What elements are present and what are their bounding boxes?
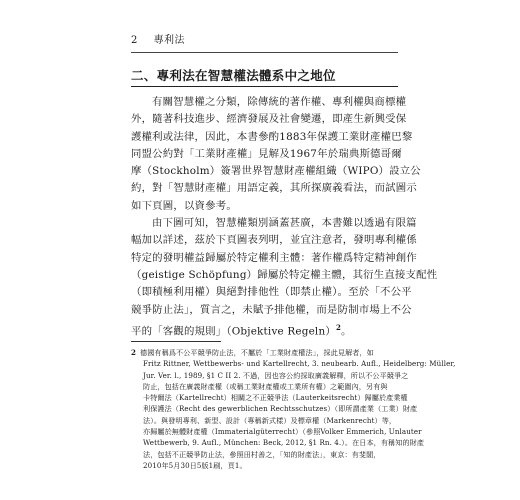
body-text [131, 94, 438, 341]
running-header [131, 31, 185, 46]
text-line: 特定的發明權益歸屬於特定權利主體：著作權爲特定精神創作 [131, 251, 417, 264]
footnote-line-text: 德國有稱爲不公平競爭防止法，不屬於「工業財產權法」，採此見解者，如 [140, 348, 374, 357]
footnote-line: 防止，包括在廣義財產權（或稱工業財產權或工業所有權）之範圍內，另有與 [143, 381, 388, 391]
footnote-line: Fritz Rittner, Wettbewerbs- und Kartellrecht, 3. neubearb. Aufl., Heidelberg: Müller, [143, 359, 456, 369]
footnote-reference[interactable]: 2 [335, 322, 342, 332]
text-line: 約，對「智慧財產權」用語定義，其所探廣義看法，而試圖示 [131, 182, 417, 195]
text-line: 競爭防止法」，質言之，未賦予排他權，而是防制市場上不公 [131, 303, 412, 316]
footnote-line: 亦歸屬於無體財產權（Immaterialgüterrecht）（參照Volker Emmerich, Unlauter [143, 427, 422, 437]
footnote-mark: 2 [131, 348, 137, 357]
footnote [131, 347, 456, 471]
footnote-line: 利保護法（Recht des gewerblichen Rechtsschutzes）（即所謂產業（工業）財產 [143, 404, 418, 414]
header-rule [131, 52, 398, 53]
footnote-line: 2010年5月30日5版1刷，頁1。 [143, 460, 247, 470]
footnote-line: Jur. Ver. l., 1989, §1 C II 2. 不過，因也容公約採取廣義解釋，所以不公平競爭之 [143, 370, 409, 380]
text-line: 幅加以詳述，茲於下頁圖表列明，並宜注意者，發明專利權係 [131, 234, 417, 247]
text-line: （即積極利用權）與絕對排他性（即禁止權）。至於「不公平 [131, 286, 412, 299]
section-title: 二、專利法在智慧權法體系中之地位 [131, 68, 336, 83]
text-line-content: 平的「客觀的規則」（Objektive Regeln） [131, 325, 336, 338]
footnote-line: 法，包括不正競爭防止法，參照田村善之，「知的財產法」，東京：有斐閣， [143, 449, 381, 459]
section-title-rule [131, 86, 398, 87]
footnote-line [131, 347, 398, 358]
text-line: 外，隨著科技進步、經濟發展及社會變遷，即產生新興受保 [131, 113, 407, 126]
text-line: 護權利或法律，因此，本書參酌1883年保護工業財產權巴黎 [131, 130, 413, 143]
paragraph-2 [131, 215, 438, 341]
footnote-line: 法）。與發明專利、新型、設計（專稱新式樣）及標章權（Markenrecht）等， [143, 415, 397, 425]
page-number: 2 [131, 35, 138, 46]
book-title: 專利法 [153, 35, 186, 46]
text-line: （geistige Schöpfung）歸屬於特定權主體，其衍生直接支配性 [131, 268, 438, 281]
text-line: 有關智慧權之分類，除傳統的著作權、專利權與商標權 [152, 96, 407, 108]
text-line: 平的「客觀的規則」（Objektive Regeln）$^2$。 [131, 322, 352, 338]
footnote-rule [131, 341, 221, 342]
text-line: 由下圖可知，智慧權類別涵蓋甚廣，本書難以透過有限篇 [152, 217, 417, 230]
paragraph-1 [131, 94, 421, 215]
footnote-line: Wettbewerb, 9. Aufl., München: Beck, 2012, §1 Rn. 4.）。在日本，有稱知的財產 [143, 438, 425, 448]
footnote-line: 卡特爾法（Kartellrecht）相關之不正競爭法（Lauterkeitsrecht）歸屬於產業權 [143, 393, 408, 403]
text-line: 摩（Stockholm）簽署世界智慧財產權組織（WIPO）設立公 [131, 165, 421, 178]
text-line: 如下頁圖，以資參考。 [131, 199, 237, 212]
text-line: 同盟公約對「工業財產權」見解及1967年於瑞典斯德哥爾 [131, 147, 402, 160]
